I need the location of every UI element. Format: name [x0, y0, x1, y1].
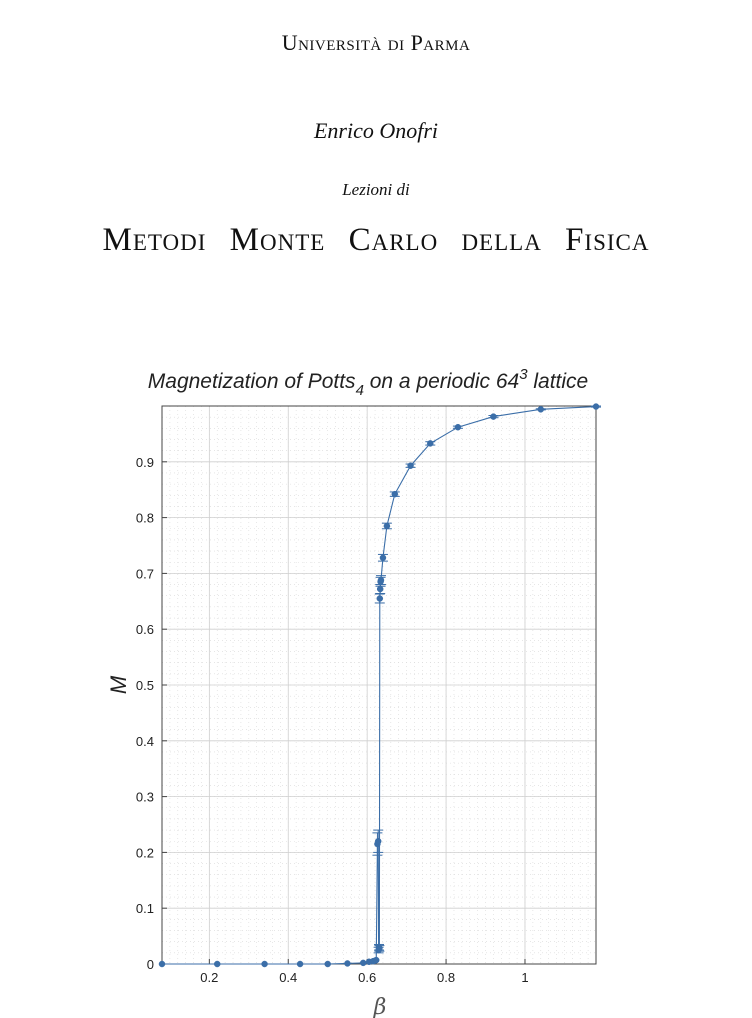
data-point [380, 555, 386, 561]
x-tick-label: 0.6 [358, 970, 377, 985]
data-point [378, 577, 384, 583]
chart-title [148, 366, 588, 399]
data-point [214, 961, 220, 967]
book-title: Metodi Monte Carlo della Fisica [102, 222, 650, 258]
subtitle-lezioni: Lezioni di [342, 180, 410, 199]
x-tick-label: 0.4 [279, 970, 298, 985]
data-point [427, 440, 433, 446]
x-tick-label: 0.8 [437, 970, 456, 985]
y-axis-label: M [106, 675, 131, 695]
data-point [377, 596, 383, 602]
chart-title-main: Magnetization of Potts [147, 370, 356, 393]
chart-title-end: lattice [527, 370, 589, 393]
data-point [392, 491, 398, 497]
chart-title-sup: 3 [519, 366, 528, 383]
data-point [384, 523, 390, 529]
data-point [490, 414, 496, 420]
data-point [593, 404, 599, 410]
data-point [376, 945, 382, 951]
y-tick-label: 0.7 [135, 566, 154, 582]
y-tick-label: 0.1 [135, 901, 154, 917]
y-tick-label: 0.4 [135, 733, 154, 749]
data-point [377, 586, 383, 592]
chart-title-sub: 4 [355, 382, 364, 399]
data-point [297, 961, 303, 967]
data-point [408, 463, 414, 469]
data-point [538, 406, 544, 412]
magnetization-chart [0, 350, 752, 1018]
y-tick-label: 0.9 [135, 454, 154, 470]
university-name: Università di Parma [281, 30, 471, 55]
data-point [375, 838, 381, 844]
chart-title-mid: on a periodic 64 [363, 370, 520, 393]
y-tick-label: 0.6 [135, 622, 154, 638]
y-tick-label: 0.3 [135, 789, 154, 805]
data-point [159, 961, 165, 967]
data-point [344, 960, 350, 966]
data-point [360, 960, 366, 966]
y-tick-label: 0.5 [135, 678, 154, 693]
y-tick-label: 0.2 [135, 845, 154, 861]
y-tick-label: 0.8 [135, 510, 154, 526]
data-point [325, 961, 331, 967]
author-name: Enrico Onofri [313, 118, 439, 143]
x-axis-label: β [373, 995, 387, 1018]
data-point [373, 957, 379, 963]
x-tick-label: 0.2 [200, 970, 219, 985]
data-point [455, 424, 461, 430]
data-point [262, 961, 268, 967]
y-tick-label: 0 [146, 957, 154, 972]
x-tick-label: 1 [521, 970, 529, 985]
